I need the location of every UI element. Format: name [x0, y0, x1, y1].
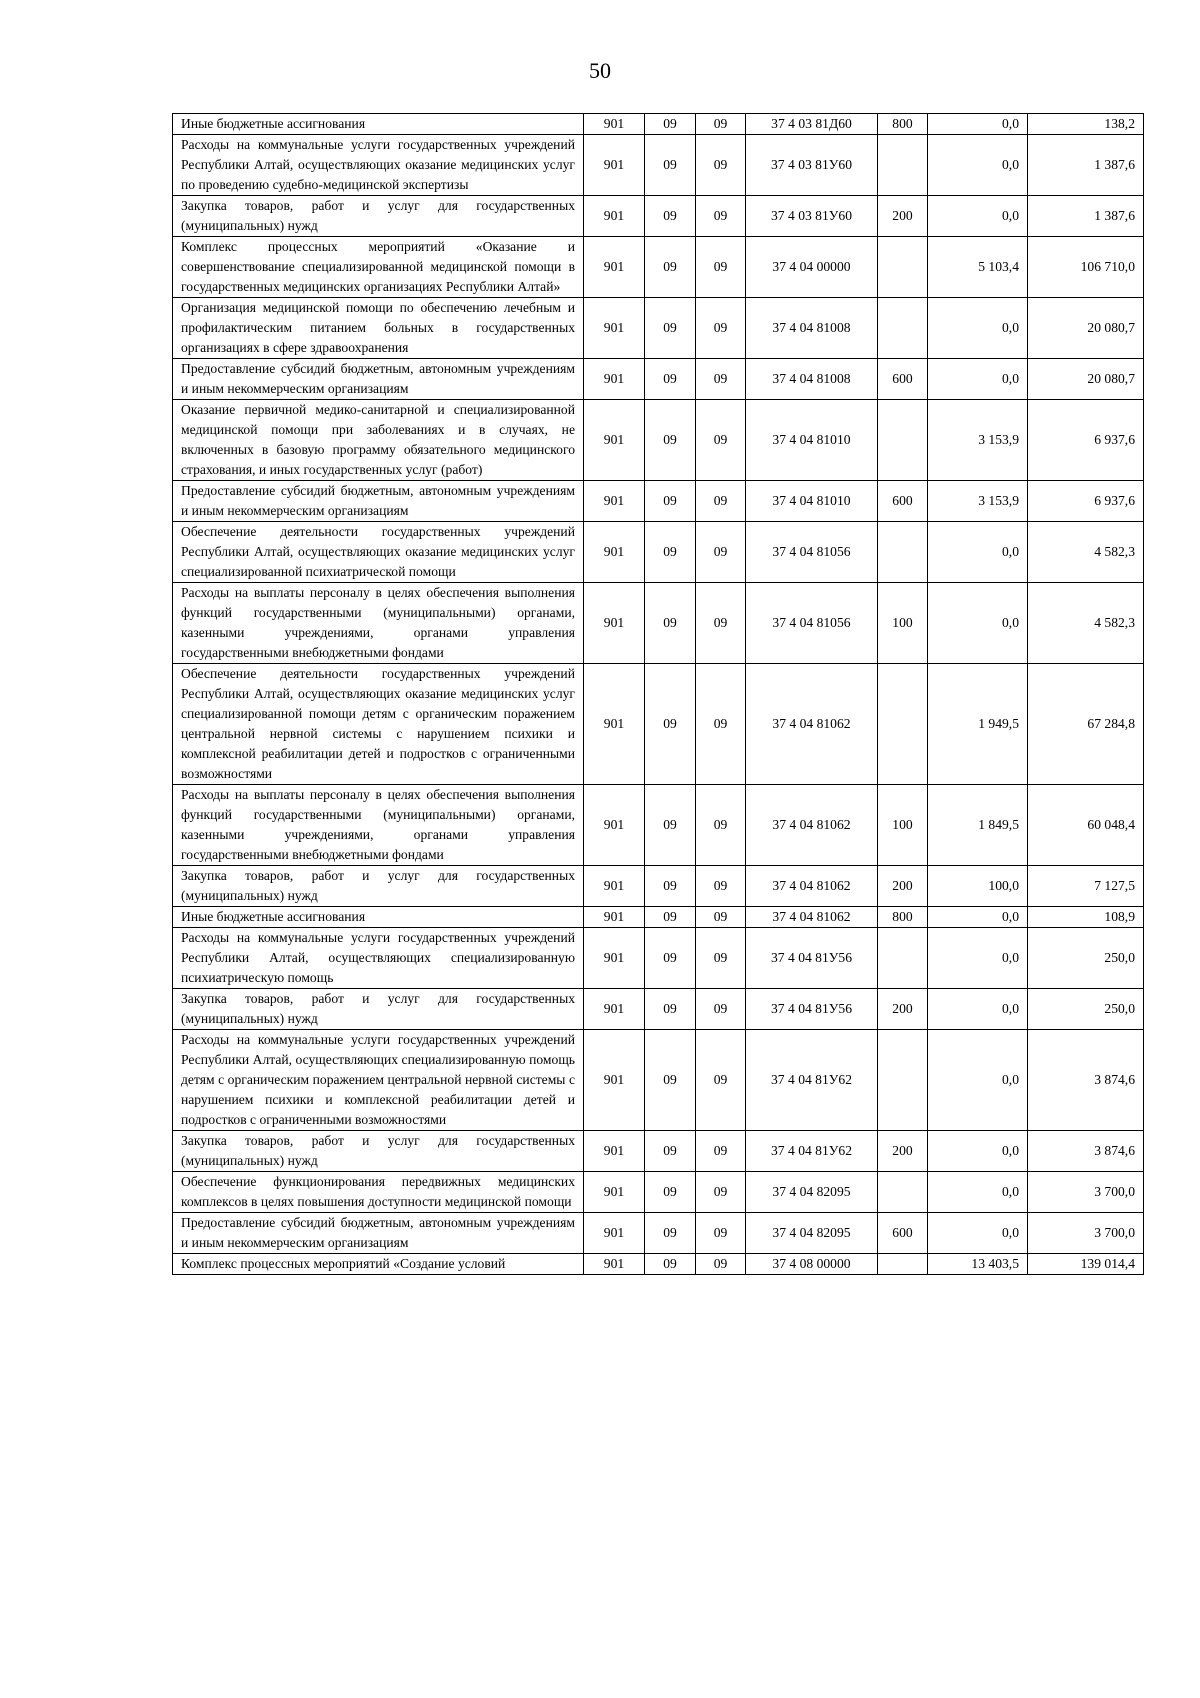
row-expense-type-code: 600 [878, 481, 928, 522]
row-section-code: 09 [645, 866, 696, 907]
row-grbs-code: 901 [584, 359, 645, 400]
row-name: Организация медицинской помощи по обеспечению лечебным и профилактическим питанием больных в государственных организациях в сфере здравоохранения [173, 298, 584, 359]
row-grbs-code: 901 [584, 481, 645, 522]
row-name: Закупка товаров, работ и услуг для государственных (муниципальных) нужд [173, 989, 584, 1030]
row-name: Оказание первичной медико-санитарной и специализированной медицинской помощи при заболеваниях и в случаях, не включенных в базовую программу обязательного медицинского страхования, и иных государственных услуг (работ) [173, 400, 584, 481]
row-target-article-code: 37 4 03 81У60 [746, 196, 878, 237]
row-subsection-code: 09 [696, 907, 746, 928]
row-target-article-code: 37 4 03 81Д60 [746, 114, 878, 135]
row-section-code: 09 [645, 359, 696, 400]
row-target-article-code: 37 4 04 81У62 [746, 1131, 878, 1172]
row-amount-2: 1 387,6 [1028, 196, 1144, 237]
row-section-code: 09 [645, 522, 696, 583]
table-row [173, 928, 1144, 989]
row-section-code: 09 [645, 237, 696, 298]
row-grbs-code: 901 [584, 989, 645, 1030]
row-section-code: 09 [645, 135, 696, 196]
row-grbs-code: 901 [584, 1172, 645, 1213]
budget-table [172, 113, 1144, 1275]
row-target-article-code: 37 4 04 00000 [746, 237, 878, 298]
row-amount-2: 20 080,7 [1028, 359, 1144, 400]
row-amount-2: 250,0 [1028, 989, 1144, 1030]
row-amount-1: 0,0 [928, 114, 1028, 135]
row-amount-1: 0,0 [928, 1172, 1028, 1213]
row-subsection-code: 09 [696, 481, 746, 522]
row-amount-2: 4 582,3 [1028, 522, 1144, 583]
table-row [173, 1172, 1144, 1213]
row-name: Предоставление субсидий бюджетным, автономным учреждениям и иным некоммерческим организациям [173, 1213, 584, 1254]
row-grbs-code: 901 [584, 298, 645, 359]
row-grbs-code: 901 [584, 237, 645, 298]
row-target-article-code: 37 4 04 81062 [746, 866, 878, 907]
row-name: Расходы на коммунальные услуги государственных учреждений Республики Алтай, осуществляющих специализированную психиатрическую помощь [173, 928, 584, 989]
row-expense-type-code: 100 [878, 785, 928, 866]
table-row [173, 237, 1144, 298]
row-grbs-code: 901 [584, 866, 645, 907]
row-section-code: 09 [645, 196, 696, 237]
row-section-code: 09 [645, 114, 696, 135]
table-row [173, 907, 1144, 928]
row-amount-2: 3 874,6 [1028, 1131, 1144, 1172]
row-subsection-code: 09 [696, 664, 746, 785]
row-grbs-code: 901 [584, 522, 645, 583]
row-section-code: 09 [645, 664, 696, 785]
row-section-code: 09 [645, 928, 696, 989]
row-expense-type-code [878, 522, 928, 583]
row-amount-2: 106 710,0 [1028, 237, 1144, 298]
row-target-article-code: 37 4 03 81У60 [746, 135, 878, 196]
row-amount-1: 13 403,5 [928, 1254, 1028, 1275]
row-expense-type-code [878, 400, 928, 481]
budget-table-body [173, 114, 1144, 1275]
row-subsection-code: 09 [696, 1213, 746, 1254]
row-amount-1: 3 153,9 [928, 400, 1028, 481]
row-amount-1: 0,0 [928, 907, 1028, 928]
row-target-article-code: 37 4 04 81У56 [746, 989, 878, 1030]
table-row [173, 866, 1144, 907]
row-amount-1: 0,0 [928, 1131, 1028, 1172]
table-row [173, 583, 1144, 664]
row-grbs-code: 901 [584, 928, 645, 989]
row-amount-2: 67 284,8 [1028, 664, 1144, 785]
row-subsection-code: 09 [696, 583, 746, 664]
row-subsection-code: 09 [696, 359, 746, 400]
row-subsection-code: 09 [696, 522, 746, 583]
row-amount-1: 0,0 [928, 989, 1028, 1030]
table-row [173, 989, 1144, 1030]
row-section-code: 09 [645, 1131, 696, 1172]
row-amount-1: 3 153,9 [928, 481, 1028, 522]
row-grbs-code: 901 [584, 196, 645, 237]
table-row [173, 1030, 1144, 1131]
row-name: Расходы на коммунальные услуги государственных учреждений Республики Алтай, осуществляющих специализированную помощь детям с органическим поражением центральной нервной системы с нарушением психики и комплексной реабилитации детей и подростков с ограниченными возможностями [173, 1030, 584, 1131]
page-number: 50 [589, 58, 611, 83]
row-expense-type-code [878, 135, 928, 196]
row-amount-1: 0,0 [928, 135, 1028, 196]
row-subsection-code: 09 [696, 135, 746, 196]
row-grbs-code: 901 [584, 785, 645, 866]
row-name: Обеспечение деятельности государственных учреждений Республики Алтай, осуществляющих оказание медицинских услуг специализированной психиатрической помощи [173, 522, 584, 583]
row-grbs-code: 901 [584, 114, 645, 135]
row-amount-2: 4 582,3 [1028, 583, 1144, 664]
row-section-code: 09 [645, 1213, 696, 1254]
row-amount-1: 0,0 [928, 1030, 1028, 1131]
row-section-code: 09 [645, 400, 696, 481]
row-name: Комплекс процессных мероприятий «Оказание и совершенствование специализированной медицинской помощи в государственных медицинских организациях Республики Алтай» [173, 237, 584, 298]
table-row [173, 1213, 1144, 1254]
row-target-article-code: 37 4 04 81010 [746, 481, 878, 522]
row-expense-type-code: 800 [878, 114, 928, 135]
row-expense-type-code [878, 1030, 928, 1131]
row-subsection-code: 09 [696, 785, 746, 866]
row-amount-1: 0,0 [928, 196, 1028, 237]
row-subsection-code: 09 [696, 400, 746, 481]
row-grbs-code: 901 [584, 1213, 645, 1254]
row-name: Комплекс процессных мероприятий «Создание условий [173, 1254, 584, 1275]
row-expense-type-code [878, 1172, 928, 1213]
row-name: Расходы на выплаты персоналу в целях обеспечения выполнения функций государственными (муниципальными) органами, казенными учреждениями, органами управления государственными внебюджетными фондами [173, 785, 584, 866]
row-subsection-code: 09 [696, 237, 746, 298]
row-target-article-code: 37 4 08 00000 [746, 1254, 878, 1275]
row-subsection-code: 09 [696, 298, 746, 359]
row-amount-1: 5 103,4 [928, 237, 1028, 298]
row-subsection-code: 09 [696, 1131, 746, 1172]
row-amount-1: 100,0 [928, 866, 1028, 907]
row-expense-type-code [878, 298, 928, 359]
table-row [173, 359, 1144, 400]
row-amount-2: 138,2 [1028, 114, 1144, 135]
row-section-code: 09 [645, 1172, 696, 1213]
row-amount-1: 0,0 [928, 1213, 1028, 1254]
row-amount-2: 3 700,0 [1028, 1213, 1144, 1254]
table-row [173, 400, 1144, 481]
row-section-code: 09 [645, 1030, 696, 1131]
row-amount-2: 60 048,4 [1028, 785, 1144, 866]
row-name: Предоставление субсидий бюджетным, автономным учреждениям и иным некоммерческим организациям [173, 359, 584, 400]
row-grbs-code: 901 [584, 1254, 645, 1275]
row-amount-2: 3 874,6 [1028, 1030, 1144, 1131]
row-section-code: 09 [645, 907, 696, 928]
row-section-code: 09 [645, 1254, 696, 1275]
row-subsection-code: 09 [696, 1172, 746, 1213]
row-expense-type-code [878, 237, 928, 298]
row-amount-2: 139 014,4 [1028, 1254, 1144, 1275]
row-target-article-code: 37 4 04 81008 [746, 298, 878, 359]
row-amount-1: 0,0 [928, 583, 1028, 664]
row-name: Закупка товаров, работ и услуг для государственных (муниципальных) нужд [173, 866, 584, 907]
row-amount-1: 0,0 [928, 928, 1028, 989]
table-row [173, 196, 1144, 237]
row-target-article-code: 37 4 04 81010 [746, 400, 878, 481]
row-target-article-code: 37 4 04 81008 [746, 359, 878, 400]
row-target-article-code: 37 4 04 81У56 [746, 928, 878, 989]
row-expense-type-code: 600 [878, 359, 928, 400]
table-row [173, 298, 1144, 359]
row-expense-type-code: 800 [878, 907, 928, 928]
row-subsection-code: 09 [696, 1030, 746, 1131]
row-name: Иные бюджетные ассигнования [173, 907, 584, 928]
row-grbs-code: 901 [584, 583, 645, 664]
row-amount-2: 108,9 [1028, 907, 1144, 928]
row-expense-type-code: 200 [878, 866, 928, 907]
row-expense-type-code [878, 928, 928, 989]
row-expense-type-code: 200 [878, 196, 928, 237]
row-target-article-code: 37 4 04 81У62 [746, 1030, 878, 1131]
row-grbs-code: 901 [584, 1030, 645, 1131]
table-row [173, 785, 1144, 866]
row-name: Обеспечение функционирования передвижных медицинских комплексов в целях повышения доступности медицинской помощи [173, 1172, 584, 1213]
row-section-code: 09 [645, 298, 696, 359]
row-name: Закупка товаров, работ и услуг для государственных (муниципальных) нужд [173, 1131, 584, 1172]
row-expense-type-code: 600 [878, 1213, 928, 1254]
row-expense-type-code: 200 [878, 1131, 928, 1172]
row-target-article-code: 37 4 04 81056 [746, 522, 878, 583]
row-amount-1: 0,0 [928, 522, 1028, 583]
row-grbs-code: 901 [584, 135, 645, 196]
row-section-code: 09 [645, 583, 696, 664]
table-row [173, 1131, 1144, 1172]
table-row [173, 135, 1144, 196]
row-expense-type-code: 100 [878, 583, 928, 664]
table-row [173, 114, 1144, 135]
row-name: Закупка товаров, работ и услуг для государственных (муниципальных) нужд [173, 196, 584, 237]
row-name: Расходы на выплаты персоналу в целях обеспечения выполнения функций государственными (муниципальными) органами, казенными учреждениями, органами управления государственными внебюджетными фондами [173, 583, 584, 664]
row-name: Расходы на коммунальные услуги государственных учреждений Республики Алтай, осуществляющих оказание медицинских услуг по проведению судебно-медицинской экспертизы [173, 135, 584, 196]
row-expense-type-code: 200 [878, 989, 928, 1030]
row-target-article-code: 37 4 04 81062 [746, 785, 878, 866]
row-subsection-code: 09 [696, 989, 746, 1030]
row-amount-1: 1 849,5 [928, 785, 1028, 866]
table-row [173, 481, 1144, 522]
row-amount-2: 6 937,6 [1028, 481, 1144, 522]
row-name: Иные бюджетные ассигнования [173, 114, 584, 135]
table-row [173, 664, 1144, 785]
row-amount-2: 1 387,6 [1028, 135, 1144, 196]
row-target-article-code: 37 4 04 82095 [746, 1172, 878, 1213]
row-grbs-code: 901 [584, 664, 645, 785]
row-amount-2: 250,0 [1028, 928, 1144, 989]
row-name: Предоставление субсидий бюджетным, автономным учреждениям и иным некоммерческим организациям [173, 481, 584, 522]
row-subsection-code: 09 [696, 196, 746, 237]
table-row [173, 522, 1144, 583]
row-amount-2: 6 937,6 [1028, 400, 1144, 481]
row-target-article-code: 37 4 04 82095 [746, 1213, 878, 1254]
row-section-code: 09 [645, 785, 696, 866]
row-target-article-code: 37 4 04 81062 [746, 664, 878, 785]
row-subsection-code: 09 [696, 1254, 746, 1275]
row-grbs-code: 901 [584, 1131, 645, 1172]
row-grbs-code: 901 [584, 907, 645, 928]
row-amount-1: 1 949,5 [928, 664, 1028, 785]
row-amount-2: 3 700,0 [1028, 1172, 1144, 1213]
row-subsection-code: 09 [696, 866, 746, 907]
row-grbs-code: 901 [584, 400, 645, 481]
row-name: Обеспечение деятельности государственных учреждений Республики Алтай, осуществляющих оказание медицинских услуг специализированной помощи детям с органическим поражением центральной нервной системы с нарушением психики и комплексной реабилитации детей и подростков с ограниченными возможностями [173, 664, 584, 785]
table-row [173, 1254, 1144, 1275]
row-expense-type-code [878, 664, 928, 785]
row-amount-1: 0,0 [928, 298, 1028, 359]
row-target-article-code: 37 4 04 81062 [746, 907, 878, 928]
row-section-code: 09 [645, 989, 696, 1030]
row-section-code: 09 [645, 481, 696, 522]
row-amount-1: 0,0 [928, 359, 1028, 400]
row-amount-2: 20 080,7 [1028, 298, 1144, 359]
row-subsection-code: 09 [696, 114, 746, 135]
row-expense-type-code [878, 1254, 928, 1275]
row-subsection-code: 09 [696, 928, 746, 989]
row-amount-2: 7 127,5 [1028, 866, 1144, 907]
row-target-article-code: 37 4 04 81056 [746, 583, 878, 664]
